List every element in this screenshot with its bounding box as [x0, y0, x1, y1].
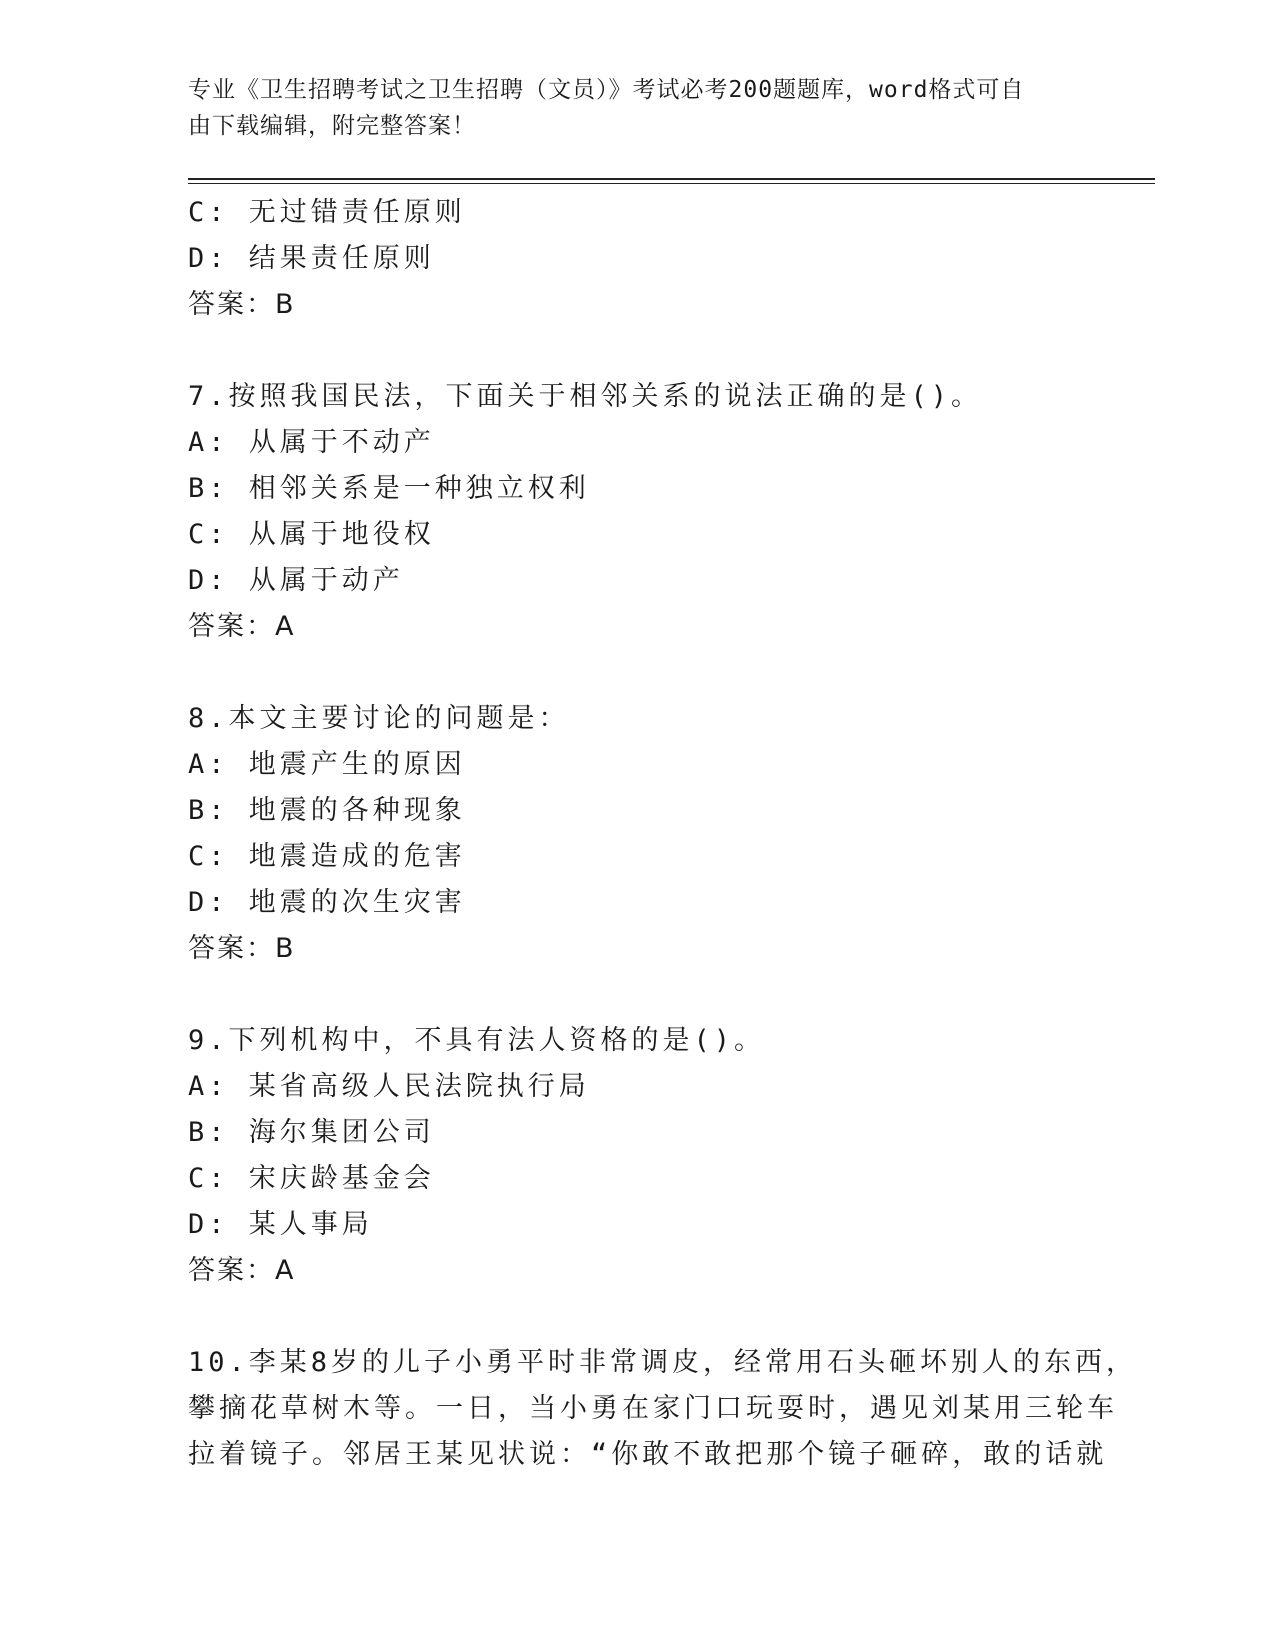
answer: 答案：A	[188, 1255, 296, 1286]
question-stem: 7.按照我国民法，下面关于相邻关系的说法正确的是()。	[188, 381, 983, 412]
spacer	[188, 650, 1088, 696]
question-8	[188, 696, 1088, 972]
header-line-2: 由下载编辑，附完整答案！	[188, 113, 476, 139]
question-10	[188, 1340, 1138, 1478]
previous-question-tail	[188, 190, 1088, 328]
question-stem: 9.下列机构中，不具有法人资格的是()。	[188, 1025, 766, 1056]
option-c: C: 从属于地役权	[188, 519, 435, 550]
option-d: D: 某人事局	[188, 1209, 373, 1240]
option-a: A: 地震产生的原因	[188, 749, 466, 780]
answer: 答案：B	[188, 933, 296, 964]
option-d: D: 结果责任原则	[188, 243, 435, 274]
question-7	[188, 374, 1088, 650]
option-b: B: 地震的各种现象	[188, 795, 466, 826]
question-9	[188, 1018, 1088, 1294]
answer: 答案：B	[188, 289, 296, 320]
header-rule-thin	[188, 183, 1155, 184]
option-b: B: 相邻关系是一种独立权利	[188, 473, 590, 504]
header-rule-thick	[188, 178, 1155, 180]
option-a: A: 从属于不动产	[188, 427, 435, 458]
document-header	[188, 72, 1078, 144]
document-body	[188, 190, 1138, 1478]
option-c: C: 地震造成的危害	[188, 841, 466, 872]
header-line-1: 专业《卫生招聘考试之卫生招聘（文员）》考试必考200题题库，word格式可自	[188, 77, 1025, 103]
question-text-line: 拉着镜子。邻居王某见状说：“你敢不敢把那个镜子砸碎，敢的话就	[188, 1439, 1108, 1470]
spacer	[188, 1294, 1088, 1340]
question-text-line: 10.李某8岁的儿子小勇平时非常调皮，经常用石头砸坏别人的东西，	[188, 1347, 1138, 1378]
option-d: D: 从属于动产	[188, 565, 404, 596]
answer: 答案：A	[188, 611, 296, 642]
option-d: D: 地震的次生灾害	[188, 887, 466, 918]
option-c: C: 宋庆龄基金会	[188, 1163, 435, 1194]
question-stem: 8.本文主要讨论的问题是：	[188, 703, 570, 734]
question-text-line: 攀摘花草树木等。一日，当小勇在家门口玩耍时，遇见刘某用三轮车	[188, 1393, 1118, 1424]
option-b: B: 海尔集团公司	[188, 1117, 435, 1148]
spacer	[188, 972, 1088, 1018]
option-c: C: 无过错责任原则	[188, 197, 466, 228]
option-a: A: 某省高级人民法院执行局	[188, 1071, 590, 1102]
spacer	[188, 328, 1088, 374]
